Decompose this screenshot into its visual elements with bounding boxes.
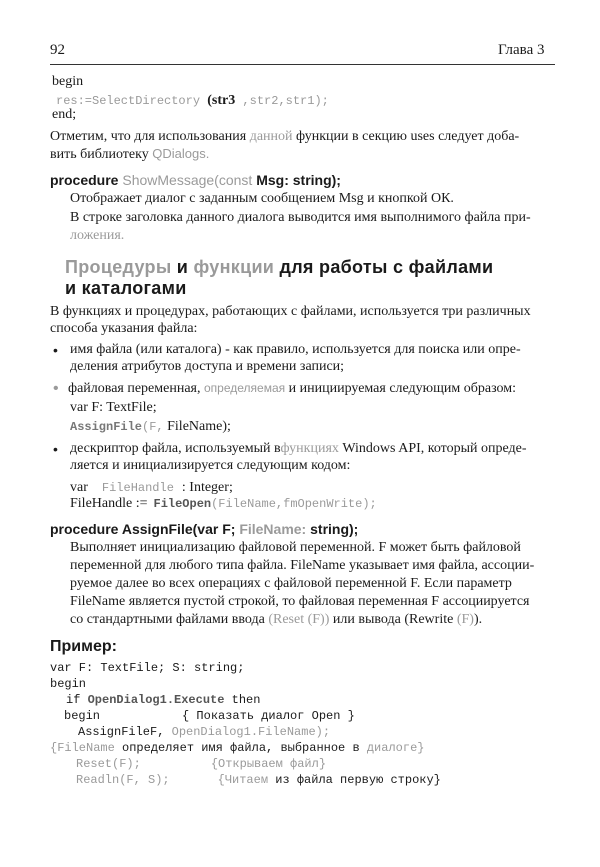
- bullet3-line1: дескриптор файла, используемый вфункциях Windows API, который опреде-: [70, 441, 527, 456]
- example-line6: {FileName определяет имя файла, выбранное в диалоге}: [50, 741, 425, 755]
- bullet-marker-2: •: [53, 380, 59, 397]
- intro-line2: способа указания файла:: [50, 321, 198, 336]
- showmessage-signature: procedure ShowMessage(const Msg: string);: [50, 172, 341, 188]
- showmessage-desc-2: В строке заголовка данного диалога выводится имя выполнимого файла при-: [70, 210, 531, 225]
- assignfile-desc-3: руемое далее во всех операциях с файловой переменной F. Если параметр: [70, 576, 512, 591]
- assignfile-desc-2: переменной для любого типа файла. FileName указывает имя файла, ассоции-: [70, 558, 535, 573]
- assignfile-desc-5: со стандартными файлами ввода (Reset (F)) или вывода (Rewrite (F)).: [70, 612, 483, 627]
- showmessage-desc-3: ложения.: [70, 228, 125, 243]
- bullet2-code1: var F: TextFile;: [70, 400, 157, 415]
- example-line4: begin { Показать диалог Open }: [64, 709, 355, 723]
- bullet3-line2: ляется и инициализируется следующим кодом:: [70, 458, 351, 473]
- intro-line1: В функциях и процедурах, работающих с файлами, используется три различных: [50, 304, 531, 319]
- code-selectdirectory-line: res:=SelectDirectory (str3 ,str2,str1);: [56, 93, 329, 108]
- chapter-label: Глава 3: [498, 42, 545, 58]
- bullet-marker-3: •: [53, 441, 58, 457]
- bullet1-line1: имя файла (или каталога) - как правило, используется для поиска или опре-: [70, 342, 521, 357]
- assignfile-desc-1: Выполняет инициализацию файловой переменной. F может быть файловой: [70, 540, 521, 555]
- bullet3-code1: var FileHandle : Integer;: [70, 480, 233, 495]
- example-line5: AssignFileF, OpenDialog1.FileName);: [78, 725, 331, 739]
- para1-line1: Отметим, что для использования данной функции в секцию uses следует доба-: [50, 129, 520, 144]
- bullet-marker-1: •: [53, 342, 58, 358]
- example-line1: var F: TextFile; S: string;: [50, 661, 245, 675]
- bullet3-code2: FileHandle := FileOpen(FileName,fmOpenWrite);: [70, 496, 377, 511]
- header-rule: [50, 64, 555, 65]
- code-begin: begin: [52, 74, 84, 89]
- assignfile-desc-4: FileName является пустой строкой, то файловая переменная F ассоциируется: [70, 594, 530, 609]
- example-line7: Reset(F); {Открываем файл}: [76, 757, 327, 771]
- code-end: end;: [52, 107, 77, 122]
- assignfile-signature: procedure AssignFile(var F; FileName: string);: [50, 521, 359, 537]
- showmessage-desc-1: Отображает диалог с заданным сообщением Msg и кнопкой ОК.: [70, 191, 454, 206]
- bullet2-line1: файловая переменная, определяемая и инициируемая следующим образом:: [68, 381, 517, 396]
- example-line2: begin: [50, 677, 87, 691]
- example-title: Пример:: [50, 638, 117, 655]
- example-line3: if OpenDialog1.Execute then: [66, 693, 261, 707]
- page-number: 92: [50, 42, 65, 58]
- bullet1-line2: деления атрибутов доступа и времени записи;: [70, 359, 345, 374]
- para1-line2: вить библиотеку QDialogs.: [50, 146, 210, 162]
- bullet2-code2: AssignFile(F, FileName);: [70, 419, 231, 434]
- section-heading-line1: Процедуры и функции для работы с файлами: [65, 257, 494, 277]
- example-line8: Readln(F, S); {Читаем из файла первую строку}: [76, 773, 441, 787]
- section-heading-line2: и каталогами: [65, 278, 187, 298]
